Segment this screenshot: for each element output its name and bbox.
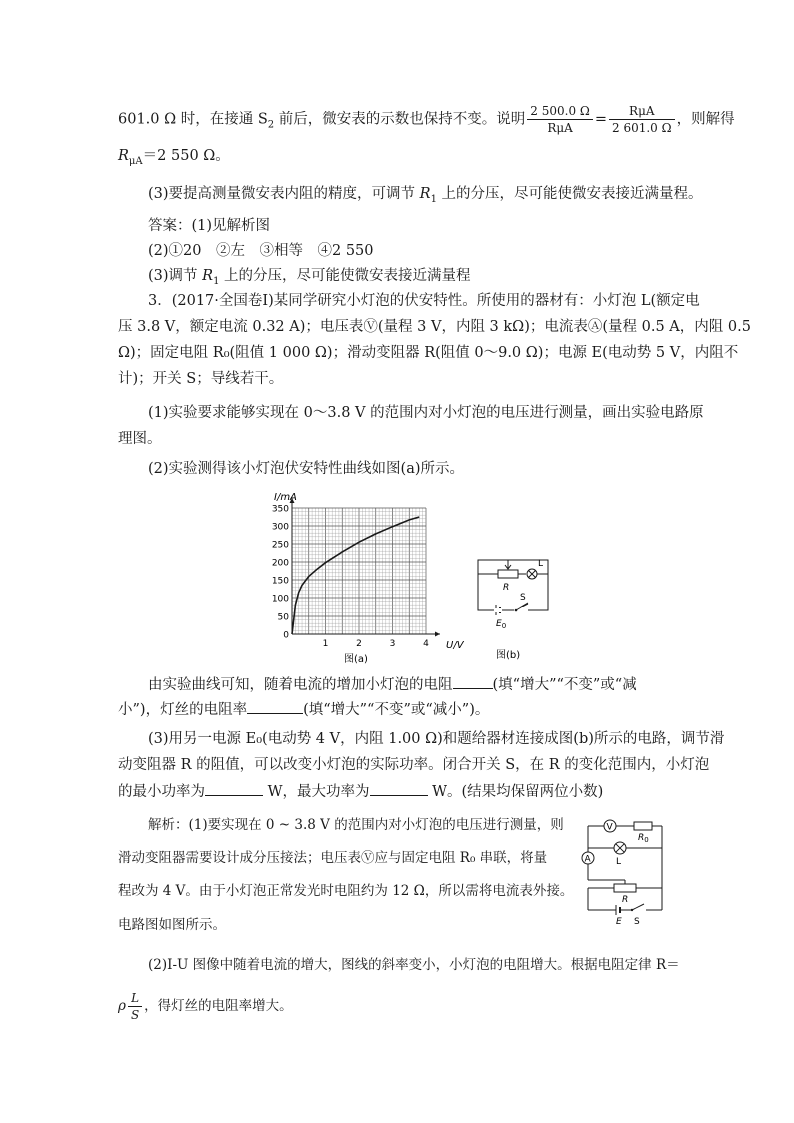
figure-b-circuit (476, 552, 586, 662)
solution-line-1: 解析：(1)要实现在 0 ~ 3.8 V 的范围内对小灯泡的电压进行测量，则 (148, 817, 564, 833)
line1-mid: 前后，微安表的示数也保持不变。说明 (274, 111, 526, 128)
frac-right-num: RμA (609, 103, 675, 120)
fraction-right (609, 103, 675, 136)
y-tick-label: 150 (271, 576, 289, 587)
q3-l12-c: W。(结果均保留两位小数) (427, 784, 604, 800)
line1-end: ，则解得 (676, 111, 735, 128)
circuit-b-r-label: R (503, 583, 510, 593)
line1-start: 601.0 Ω 时，在接通 S (118, 111, 268, 128)
line2-rest: ＝2 550 Ω。 (142, 148, 230, 164)
figure-b-caption: 图(b) (496, 650, 521, 661)
q3-line-8 (148, 674, 637, 695)
answer3-sub: 1 (213, 275, 220, 287)
rho-symbol: ρ (118, 998, 126, 1014)
answer-blank-3[interactable] (205, 781, 263, 796)
circuit-b-s-label: S (520, 593, 526, 603)
resistor-r0-icon (634, 822, 652, 830)
y-axis-label: I/mA (274, 492, 297, 503)
bulb-label: L (616, 857, 622, 867)
frac-right-den: 2 601.0 Ω (612, 121, 672, 135)
answer3-a: (3)调节 (148, 268, 203, 284)
line1-sub: 2 (267, 119, 275, 131)
answer-blank-2[interactable] (247, 699, 303, 714)
q3-l9-b: (填“增大”“不变”或“减小”)。 (303, 702, 490, 718)
q3-line-4: 计)；开关 S；导线若干。 (118, 371, 284, 387)
figure-a-chart (268, 490, 468, 668)
y-tick-label: 200 (271, 558, 289, 569)
circuit-b-e-label: $E_0$ (496, 619, 507, 630)
y-tick-label: 350 (271, 504, 289, 515)
solution-line-2: 滑动变阻器需要设计成分压接法；电压表Ⓥ应与固定电阻 R₀ 串联，将量 (118, 850, 548, 866)
ammeter-label: A (584, 854, 591, 865)
equals-sign: = (594, 111, 608, 128)
q3-l12-a: 的最小功率为 (118, 784, 205, 800)
solution-line-4: 电路图如图所示。 (118, 917, 226, 933)
text-line-3 (148, 184, 703, 210)
answer3-b: 上的分压，尽可能使微安表接近满量程 (219, 268, 471, 284)
q3-line-3: Ω)；固定电阻 R₀(阻值 1 000 Ω)；滑动变阻器 R(阻值 0～9.0 Ω)；电源 E(电动势 5 V，内阻不 (118, 345, 739, 361)
text-line-1 (118, 103, 735, 136)
q3-l8-a: 由实验曲线可知，随着电流的增加小灯泡的电阻 (148, 677, 453, 693)
frac-l: L (128, 990, 142, 1007)
r-symbol: R (118, 148, 129, 164)
voltmeter-label: V (606, 822, 613, 833)
x-tick-label: 3 (389, 639, 396, 649)
line3-a: (3)要提高测量微安表内阻的精度，可调节 (148, 186, 420, 202)
y-tick-label: 250 (271, 540, 289, 551)
x-tick-label: 4 (423, 639, 429, 649)
q3-line-5: (1)实验要求能够实现在 0～3.8 V 的范围内对小灯泡的电压进行测量，画出实验电路原 (148, 405, 704, 421)
solution-circuit (576, 816, 676, 926)
y-tick-label: 100 (271, 594, 289, 605)
q3-line-9 (118, 699, 489, 720)
rheostat-r-icon (498, 570, 518, 578)
r1-symbol: R (419, 186, 431, 202)
rheostat-label: R (622, 895, 629, 905)
x-axis-arrow-icon (435, 632, 440, 637)
frac-left-den: RμA (547, 121, 573, 135)
text-line-2 (118, 146, 230, 172)
x-tick-label: 1 (322, 639, 329, 649)
q3-line-2: 压 3.8 V，额定电流 0.32 A)；电压表Ⓥ(量程 3 V，内阻 3 kΩ)；电流表Ⓐ(量程 0.5 A，内阻 0.5 (118, 319, 751, 335)
answer-line-3 (148, 266, 471, 292)
answer-blank-4[interactable] (370, 781, 428, 796)
q3-line-11: 动变阻器 R 的阻值，可以改变小灯泡的实际功率。闭合开关 S，在 R 的变化范围内，小灯泡 (118, 757, 710, 773)
r1-sub: 1 (430, 193, 437, 205)
q3-line-6: 理图。 (118, 431, 162, 447)
q3-l9-a: 小”)，灯丝的电阻率 (118, 702, 248, 718)
solution-line-6 (118, 990, 293, 1023)
e-label: E (616, 917, 622, 926)
solution-line-3: 程改为 4 V。由于小灯泡正常发光时电阻约为 12 Ω，所以需将电流表外接。 (118, 883, 574, 899)
x-tick-label: 2 (356, 639, 362, 649)
x-axis-label: U/V (446, 640, 464, 651)
solution-end: ，得灯丝的电阻率增大。 (144, 998, 293, 1014)
fraction-l-over-s (128, 990, 142, 1023)
answer-blank-1[interactable] (453, 674, 493, 689)
answer3-r: R (202, 268, 214, 284)
frac-s: S (130, 1008, 140, 1022)
solution-line-5: (2)I-U 图像中随着电流的增大，图线的斜率变小，小灯泡的电阻增大。根据电阻定律 R＝ (148, 957, 680, 973)
frac-left-num: 2 500.0 Ω (527, 103, 593, 120)
q3-line-10: (3)用另一电源 E₀(电动势 4 V，内阻 1.00 Ω)和题给器材连接成图(b)所示的电路，调节滑 (148, 731, 725, 747)
r0-label: $R_0$ (638, 833, 649, 844)
circuit-b-l-label: L (538, 559, 544, 569)
q3-line-12 (118, 781, 603, 802)
r-sub: μA (128, 155, 143, 167)
q3-line-7: (2)实验测得该小灯泡伏安特性曲线如图(a)所示。 (148, 461, 464, 477)
figure-a-caption: 图(a) (344, 654, 368, 665)
s-label: S (634, 917, 640, 926)
answer-line-1: 答案：(1)见解析图 (148, 218, 271, 234)
y-tick-label: 300 (271, 522, 289, 533)
q3-l12-b: W，最大功率为 (263, 784, 370, 800)
switch-icon (632, 904, 644, 910)
q3-line-1: 3．(2017·全国卷Ⅰ)某同学研究小灯泡的伏安特性。所使用的器材有：小灯泡 L(额定电 (148, 293, 700, 309)
y-tick-label: 0 (283, 630, 289, 641)
fraction-left (527, 103, 593, 136)
line3-b: 上的分压，尽可能使微安表接近满量程。 (436, 186, 703, 202)
q3-l8-b: (填“增大”“不变”或“减 (492, 677, 637, 693)
y-tick-label: 50 (277, 612, 289, 623)
chart-grid (292, 508, 426, 634)
rheostat-icon (614, 884, 636, 892)
answer-line-2: (2)①20 ②左 ③相等 ④2 550 (148, 243, 374, 259)
